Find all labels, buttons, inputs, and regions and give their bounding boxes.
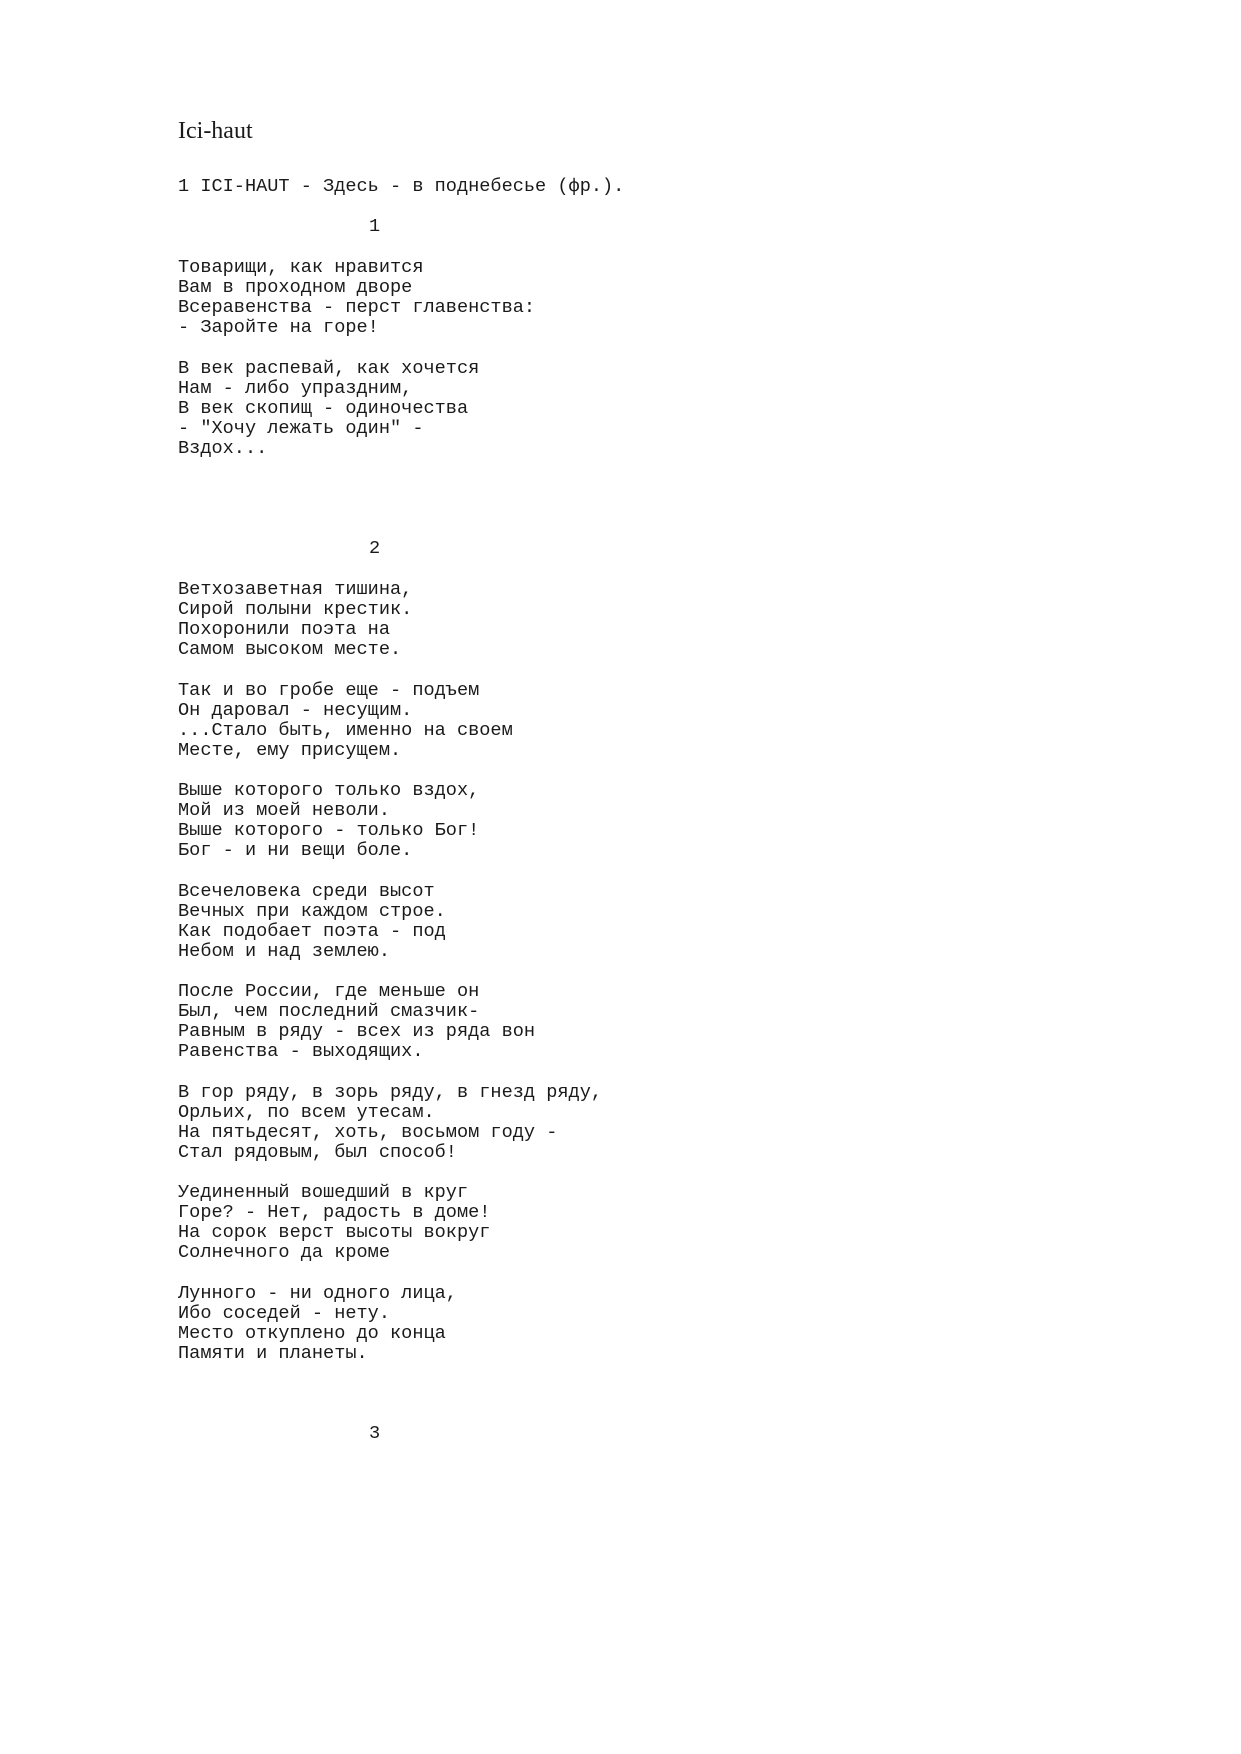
- poem-line: Бог - и ни вещи боле.: [178, 840, 413, 862]
- poem-line: Он даровал - несущим.: [178, 699, 413, 721]
- poem-line: Всечеловека среди высот: [178, 880, 435, 902]
- poem-line: После России, где меньше он: [178, 981, 480, 1002]
- poem-line: На сорок верст высоты вокруг: [178, 1222, 491, 1244]
- poem-line: Выше которого - только Бог!: [178, 820, 480, 842]
- poem-line: Горе? - Нет, радость в доме!: [178, 1202, 491, 1224]
- poem-line: Солнечного да кроме: [178, 1242, 391, 1264]
- poem-line: Мой из моей неволи.: [178, 800, 391, 822]
- poem-line: Уединенный вошедший в круг: [178, 1182, 469, 1203]
- poem-line: Был, чем последний смазчик-: [178, 1001, 480, 1023]
- poem-line: Вечных при каждом строе.: [178, 900, 446, 922]
- poem-line: ...Стало быть, именно на своем: [178, 719, 513, 741]
- footnote: 1 ICI-HAUT - Здесь - в поднебесье (фр.).: [178, 176, 625, 197]
- poem-line: Место откуплено до конца: [178, 1322, 446, 1344]
- poem-line: Орльих, по всем утесам.: [178, 1101, 435, 1123]
- poem-line: Как подобает поэта - под: [178, 920, 446, 942]
- poem-line: - Заройте на горе!: [178, 317, 379, 339]
- poem-line: Похоронили поэта на: [178, 619, 391, 641]
- poem-line: В век скопищ - одиночества: [178, 397, 469, 419]
- poem-line: В век распевай, как хочется: [178, 357, 480, 379]
- poem-line: Равным в ряду - всех из ряда вон: [178, 1021, 536, 1043]
- poem-line: Месте, ему присущем.: [178, 739, 402, 761]
- poem-line: Стал рядовым, был способ!: [178, 1141, 457, 1163]
- poem-line: Вам в проходном дворе: [178, 277, 413, 299]
- poem-line: Лунного - ни одного лица,: [178, 1282, 457, 1304]
- poem-line: Самом высоком месте.: [178, 639, 402, 661]
- poem-line: На пятьдесят, хоть, восьмом году -: [178, 1121, 558, 1143]
- section-number: 3: [369, 1423, 381, 1444]
- poem-line: Всеравенства - перст главенства:: [178, 297, 536, 319]
- section-number: 2: [369, 538, 381, 559]
- poem-line: Небом и над землею.: [178, 940, 391, 962]
- poem-line: Ветхозаветная тишина,: [178, 579, 413, 600]
- section-number: 1: [369, 216, 381, 237]
- poem-line: Вздох...: [178, 437, 268, 459]
- poem-title: Ici-haut: [178, 118, 253, 144]
- poem-line: Сирой полыни крестик.: [178, 599, 413, 621]
- poem-line: Нам - либо упраздним,: [178, 377, 413, 399]
- poem-line: Товарищи, как нравится: [178, 257, 424, 278]
- poem-line: Так и во гробе еще - подъем: [178, 679, 480, 701]
- poem-line: Выше которого только вздох,: [178, 780, 480, 801]
- poem-line: Равенства - выходящих.: [178, 1041, 424, 1063]
- poem-line: Ибо соседей - нету.: [178, 1302, 391, 1324]
- poem-line: - "Хочу лежать один" -: [178, 417, 424, 439]
- poem-line: Памяти и планеты.: [178, 1342, 368, 1364]
- poem-line: В гор ряду, в зорь ряду, в гнезд ряду,: [178, 1081, 603, 1103]
